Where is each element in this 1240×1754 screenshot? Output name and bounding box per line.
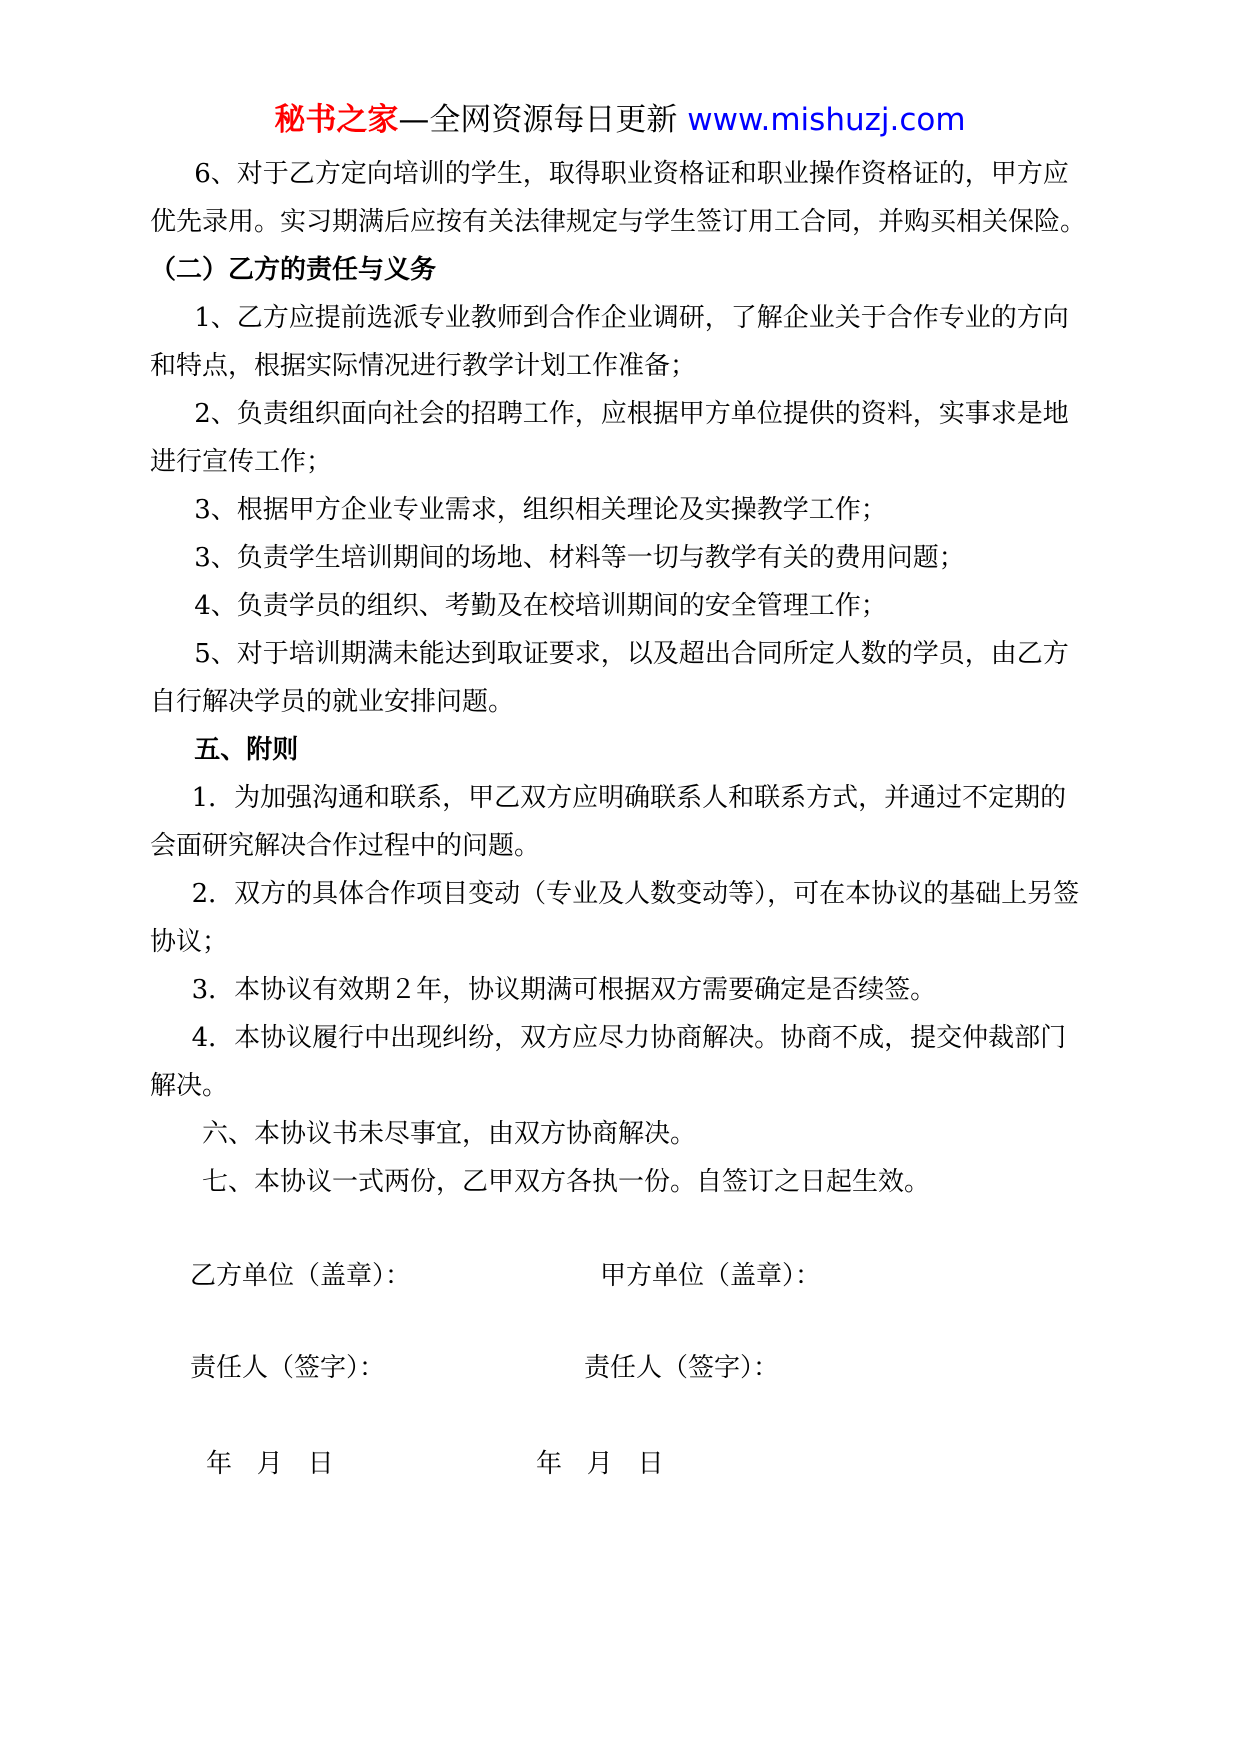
clause-paragraph: 六、本协议书未尽事宜，由双方协商解决。 [202, 1119, 697, 1149]
party-a-unit-label: 甲方单位（盖章）： [600, 1261, 822, 1291]
clause-paragraph: 5、对于培训期满未能达到取证要求，以及超出合同所定人数的学员，由乙方自行解决学员的就业安排问题。 [150, 639, 1069, 717]
header-tagline: —全网资源每日更新 [398, 102, 688, 138]
signature-date-row [190, 1440, 1090, 1584]
header-url: www.mishuzj.com [687, 102, 966, 138]
party-b-date: 年 月 日 [206, 1449, 334, 1479]
clause-paragraph: 3、负责学生培训期间的场地、材料等一切与教学有关的费用问题； [194, 543, 965, 573]
clause-paragraph: 4．本协议履行中出现纠纷，双方应尽力协商解决。协商不成，提交仲裁部门解决。 [150, 1023, 1067, 1101]
clause-paragraph: 1．为加强沟通和联系，甲乙双方应明确联系人和联系方式，并通过不定期的会面研究解决合作过程中的问题。 [150, 783, 1067, 861]
header-brand: 秘书之家 [274, 102, 399, 138]
clause-paragraph: 七、本协议一式两份，乙甲双方各执一份。自签订之日起生效。 [202, 1167, 931, 1197]
clause-paragraph: 2．双方的具体合作项目变动（专业及人数变动等），可在本协议的基础上另签协议； [150, 879, 1080, 957]
party-b-unit-label: 乙方单位（盖章）： [190, 1261, 412, 1291]
clause-paragraph: 1、乙方应提前选派专业教师到合作企业调研，了解企业关于合作专业的方向和特点，根据实际情况进行教学计划工作准备； [150, 303, 1069, 381]
clause-paragraph: 6、对于乙方定向培训的学生，取得职业资格证和职业操作资格证的，甲方应优先录用。实习期满后应按有关法律规定与学生签订用工合同，并购买相关保险。 [150, 159, 1087, 237]
clause-paragraph: 3．本协议有效期２年，协议期满可根据双方需要确定是否续签。 [191, 975, 937, 1005]
clause-paragraph: 2、负责组织面向社会的招聘工作，应根据甲方单位提供的资料，实事求是地进行宣传工作； [150, 399, 1069, 477]
party-b-person-label: 责任人（签字）： [190, 1353, 386, 1383]
clause-paragraph: 3、根据甲方企业专业需求，组织相关理论及实操教学工作； [194, 495, 887, 525]
party-a-person-label: 责任人（签字）： [584, 1353, 780, 1383]
section-heading: （二）乙方的责任与义务 [150, 255, 437, 285]
section-heading: 五、附则 [194, 735, 299, 765]
watermark-header [0, 100, 1240, 140]
party-a-date: 年 月 日 [536, 1449, 664, 1479]
document-body [150, 150, 1090, 1206]
clause-paragraph: 4、负责学员的组织、考勤及在校培训期间的安全管理工作； [194, 591, 887, 621]
